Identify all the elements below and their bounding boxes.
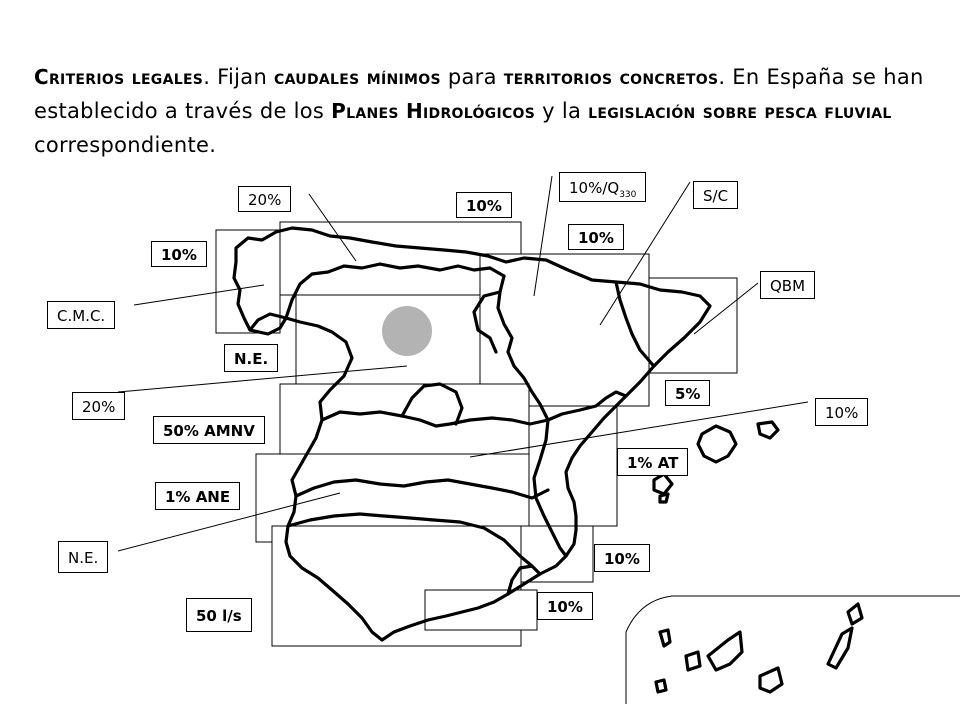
term-legislacion-pesca: legislación sobre pesca fluvial <box>588 99 892 123</box>
mallorca-island <box>698 426 736 462</box>
term-criterios-legales: Criterios legales <box>34 65 204 89</box>
label-sur-10: 10% <box>537 592 593 620</box>
label-duero-q330 <box>559 172 646 202</box>
label-ebro-10: 10% <box>568 224 624 250</box>
zone-sur <box>425 590 537 630</box>
intro-text-1: . Fijan <box>203 65 275 89</box>
intro-text-5: correspondiente. <box>34 133 217 157</box>
label-guadiana-ane: 1% ANE <box>155 482 240 510</box>
zone-segura <box>521 526 593 582</box>
label-tajo-amnv: 50% AMNV <box>153 416 265 444</box>
label-galicia-10: 10% <box>151 241 207 267</box>
label-galicia-cmc: C.M.C. <box>47 301 115 329</box>
intro-text-2: para <box>440 65 504 89</box>
ibiza-island <box>654 474 672 494</box>
label-norte-percent: 10% <box>456 192 512 218</box>
zone-jucar <box>529 406 617 526</box>
label-duero-q-main: 10%/Q <box>569 179 620 197</box>
formentera-island <box>660 494 668 502</box>
label-jucar-10: 10% <box>815 398 868 426</box>
zone-galicia <box>216 230 280 333</box>
intro-text-4: y la <box>535 99 589 123</box>
label-duero-q-subscript: 330 <box>619 190 637 200</box>
label-duero-ne: N.E. <box>224 344 278 372</box>
term-caudales-minimos: caudales mínimos <box>274 65 441 89</box>
gray-marker-circle <box>382 306 432 356</box>
canary-islands-inset <box>626 596 960 704</box>
label-guadiana-ne: N.E. <box>58 541 108 573</box>
label-galicia-percent: 20% <box>238 186 291 212</box>
label-segura-10: 10% <box>594 544 650 572</box>
label-duero-20: 20% <box>72 392 125 420</box>
label-jucar-at: 1% AT <box>617 448 688 476</box>
label-cataluna-qbm: QBM <box>760 271 815 299</box>
intro-text-3: . En España se han establecido a través de los <box>34 65 924 123</box>
label-ebro-5: 5% <box>665 380 710 406</box>
label-ebro-sc: S/C <box>693 181 738 209</box>
label-guadalquivir-ls: 50 l/s <box>186 598 252 632</box>
term-territorios-concretos: territorios concretos <box>503 65 719 89</box>
term-planes-hidrologicos: Planes Hidrológicos <box>331 99 536 123</box>
canary-inset-frame <box>626 596 960 704</box>
menorca-island <box>758 422 778 438</box>
